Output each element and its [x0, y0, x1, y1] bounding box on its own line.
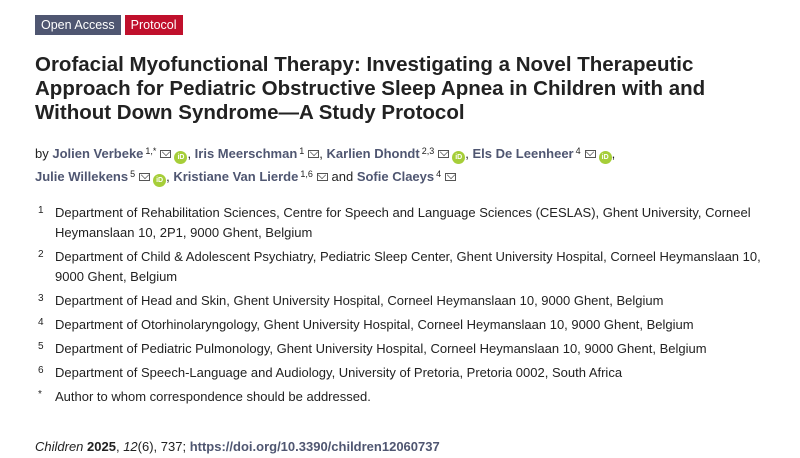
- affiliation-text: Author to whom correspondence should be addressed.: [55, 389, 371, 404]
- email-icon[interactable]: [317, 173, 328, 181]
- affiliation-item: [38, 387, 778, 407]
- author-affiliation-sup: 1,6: [300, 169, 313, 179]
- affiliation-item: [38, 339, 778, 359]
- article-title: Orofacial Myofunctional Therapy: Investigating a Novel Therapeutic Approach for Pediatric Obstructive Sleep Apnea in Children with and Without Down Syndrome—A Study Protocol: [35, 53, 706, 124]
- affiliation-item: [38, 363, 778, 383]
- article-badges: [35, 15, 183, 35]
- author-affiliation-sup: 2,3: [421, 146, 435, 156]
- author-affiliation-sup: 4: [575, 146, 581, 156]
- affiliation-number: 4: [38, 317, 44, 328]
- email-icon[interactable]: [139, 173, 150, 181]
- author-affiliation-sup: 5: [130, 169, 136, 179]
- orcid-icon[interactable]: iD: [153, 174, 166, 187]
- author-list: by Jolien Verbeke $^{1,*}$iD , Iris Meerschman $^1$ , Karlien Dhondt $^{2,3}$iD , Els De Leenheer $^4$iD , Julie Willekens $^5$iD , Kristiane Van Lierde $^{1,6}$ and Sofie Claeys $^4$: [35, 141, 775, 187]
- email-icon[interactable]: [438, 150, 449, 158]
- and-label: and: [331, 169, 354, 184]
- citation-journal: Children: [35, 439, 84, 454]
- citation-volume: 12: [123, 439, 138, 454]
- affiliation-number: 3: [38, 293, 44, 304]
- affiliation-number: 1: [38, 205, 44, 216]
- email-icon[interactable]: [445, 173, 456, 181]
- open-access-badge[interactable]: Open Access: [35, 15, 121, 35]
- affiliation-list: [38, 203, 778, 411]
- affiliation-text: Department of Head and Skin, Ghent University Hospital, Corneel Heymanslaan 10, 9000 Ghent, Belgium: [55, 293, 664, 308]
- author-affiliation-sup: 4: [436, 169, 442, 179]
- citation: Children 2025, 12(6), 737; https://doi.org/10.3390/children12060737: [35, 439, 440, 454]
- affiliation-item: [38, 315, 778, 335]
- affiliation-item: [38, 203, 778, 243]
- author-name[interactable]: Els De Leenheer: [472, 146, 574, 161]
- affiliation-number: 2: [38, 249, 44, 260]
- affiliation-text: Department of Speech-Language and Audiology, University of Pretoria, Pretoria 0002, South Africa: [55, 365, 623, 380]
- email-icon[interactable]: [308, 150, 319, 158]
- affiliation-number: 6: [38, 365, 44, 376]
- author-affiliation-sup: 1: [299, 146, 305, 156]
- author-name[interactable]: Jolien Verbeke: [52, 146, 144, 161]
- orcid-icon[interactable]: iD: [452, 151, 465, 164]
- author-name[interactable]: Kristiane Van Lierde: [173, 169, 299, 184]
- doi-link[interactable]: https://doi.org/10.3390/children12060737: [189, 439, 440, 454]
- author-name[interactable]: Sofie Claeys: [356, 169, 435, 184]
- affiliation-item: [38, 247, 778, 287]
- author-name[interactable]: Julie Willekens: [35, 169, 129, 184]
- affiliation-text: Department of Rehabilitation Sciences, Centre for Speech and Language Sciences (CESLAS), Ghent University, Corneel Heymanslaan 10, 2P1, 9000 Ghent, Belgium: [55, 205, 751, 240]
- citation-issue: (6), 737;: [137, 439, 190, 454]
- email-icon[interactable]: [585, 150, 596, 158]
- email-icon[interactable]: [160, 150, 171, 158]
- affiliation-item: [38, 291, 778, 311]
- author-name[interactable]: Iris Meerschman: [194, 146, 298, 161]
- affiliation-text: Department of Pediatric Pulmonology, Ghent University Hospital, Corneel Heymanslaan 10, 9000 Ghent, Belgium: [55, 341, 707, 356]
- orcid-icon[interactable]: iD: [599, 151, 612, 164]
- author-name[interactable]: Karlien Dhondt: [326, 146, 420, 161]
- author-affiliation-sup: 1,*: [145, 146, 157, 156]
- affiliation-text: Department of Otorhinolaryngology, Ghent University Hospital, Corneel Heymanslaan 10, 9000 Ghent, Belgium: [55, 317, 694, 332]
- affiliation-number: 5: [38, 341, 44, 352]
- affiliation-text: Department of Child & Adolescent Psychiatry, Pediatric Sleep Center, Ghent University Hospital, Corneel Heymanslaan 10, 9000 Ghent, Belgium: [55, 249, 761, 284]
- protocol-badge[interactable]: Protocol: [125, 15, 183, 35]
- affiliation-number: *: [38, 389, 42, 400]
- by-label: by: [35, 146, 49, 161]
- orcid-icon[interactable]: iD: [174, 151, 187, 164]
- citation-year: 2025: [87, 439, 116, 454]
